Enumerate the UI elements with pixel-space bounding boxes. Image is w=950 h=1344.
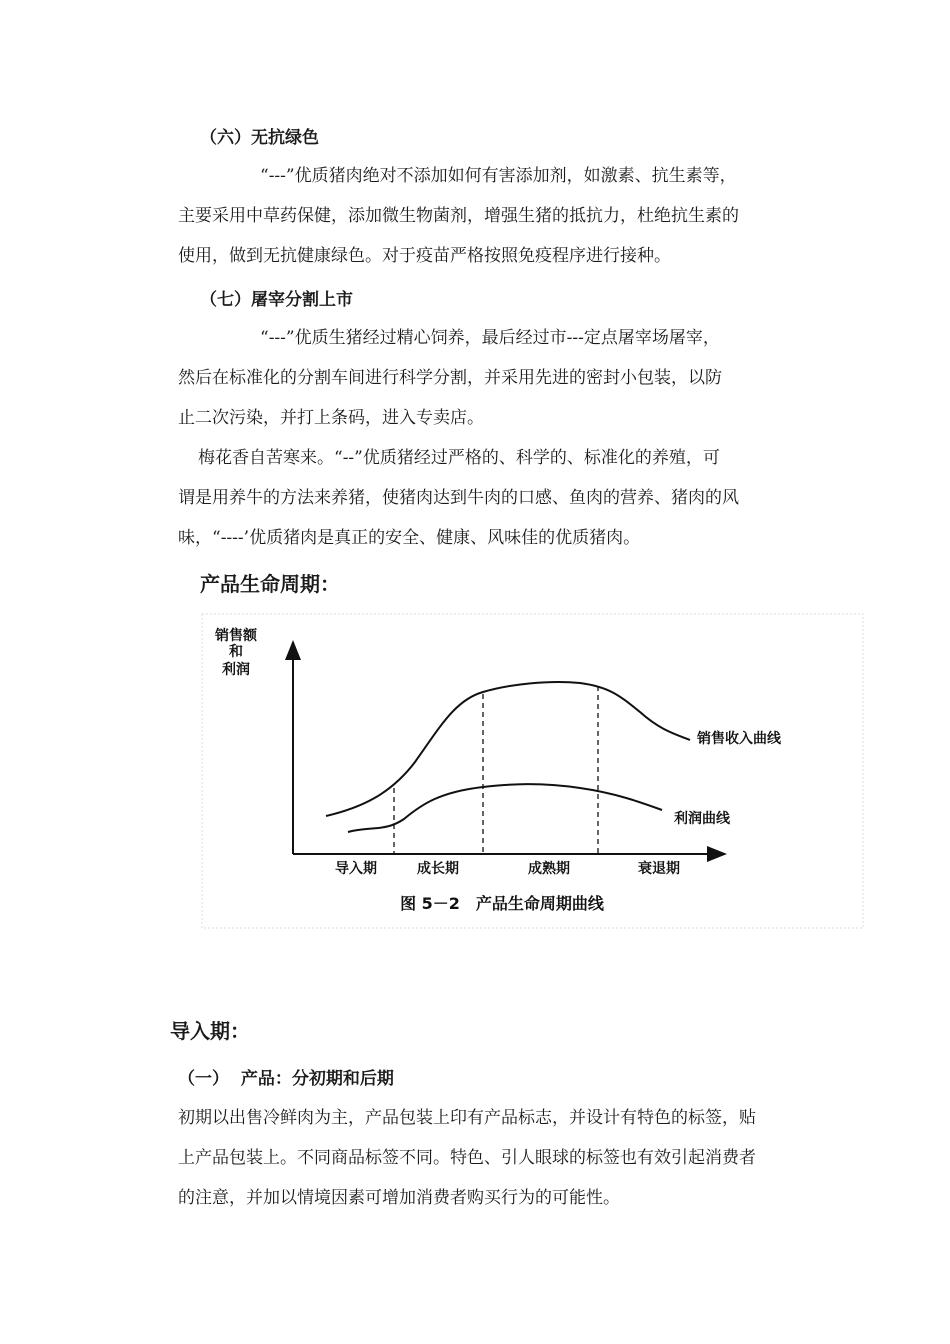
sales-curve-label: 销售收入曲线: [697, 731, 781, 747]
section-6-body: [178, 156, 818, 276]
y-axis-label-line-2: 和: [229, 644, 243, 660]
section-7-body: [178, 318, 818, 438]
sales-revenue-curve: [326, 682, 690, 816]
paragraph-line: 上产品包装上。不同商品标签不同。特色、引人眼球的标签也有效引起消费者: [178, 1148, 756, 1168]
product-lifecycle-figure: [200, 612, 865, 932]
paragraph-line: 止二次污染，并打上条码，进入专卖店。: [178, 408, 484, 428]
paragraph-line: 梅花香自苦寒来。“--”优质猪经过严格的、科学的、标准化的养殖，可: [198, 448, 720, 468]
y-axis-label-line-3: 利润: [222, 662, 250, 678]
y-axis-label-line-1: 销售额: [215, 628, 257, 644]
figure-caption: 图 5－2 产品生命周期曲线: [400, 894, 604, 913]
stage-label-maturity: 成熟期: [528, 861, 570, 877]
stage-label-introduction: 导入期: [335, 861, 377, 877]
figure-frame: [202, 614, 863, 928]
lifecycle-heading: 产品生命周期：: [200, 572, 340, 596]
lifecycle-diagram: [200, 612, 865, 932]
paragraph-line: 初期以出售冷鲜肉为主，产品包装上印有产品标志，并设计有特色的标签，贴: [178, 1108, 756, 1128]
paragraph-line: 的注意，并加以情境因素可增加消费者购买行为的可能性。: [178, 1188, 620, 1208]
stage-label-decline: 衰退期: [638, 861, 680, 877]
section-7-title: （七）屠宰分割上市: [200, 290, 353, 310]
summary-paragraph: [178, 438, 818, 558]
paragraph-line: 味，“----’优质猪肉是真正的安全、健康、风味佳的优质猪肉。: [178, 528, 641, 548]
paragraph-line: “---”优质生猪经过精心饲养，最后经过市---定点屠宰场屠宰，: [260, 328, 720, 348]
profit-curve: [348, 784, 662, 832]
intro-product-body: [178, 1098, 818, 1218]
intro-product-subtitle: （一） 产品：分初期和后期: [178, 1069, 394, 1089]
paragraph-line: 谓是用养牛的方法来养猪，使猪肉达到牛肉的口感、鱼肉的营养、猪肉的风: [178, 488, 739, 508]
stage-label-growth: 成长期: [417, 861, 459, 877]
paragraph-line: 然后在标准化的分割车间进行科学分割，并采用先进的密封小包装，以防: [178, 368, 722, 388]
paragraph-line: 主要采用中草药保健，添加微生物菌剂，增强生猪的抵抗力，杜绝抗生素的: [178, 206, 739, 226]
intro-period-heading: 导入期：: [170, 1019, 250, 1043]
paragraph-line: 使用，做到无抗健康绿色。对于疫苗严格按照免疫程序进行接种。: [178, 246, 671, 266]
profit-curve-label: 利润曲线: [674, 811, 730, 827]
paragraph-line: “---”优质猪肉绝对不添加如何有害添加剂，如激素、抗生素等，: [260, 166, 737, 186]
section-6-title: （六）无抗绿色: [200, 128, 319, 148]
